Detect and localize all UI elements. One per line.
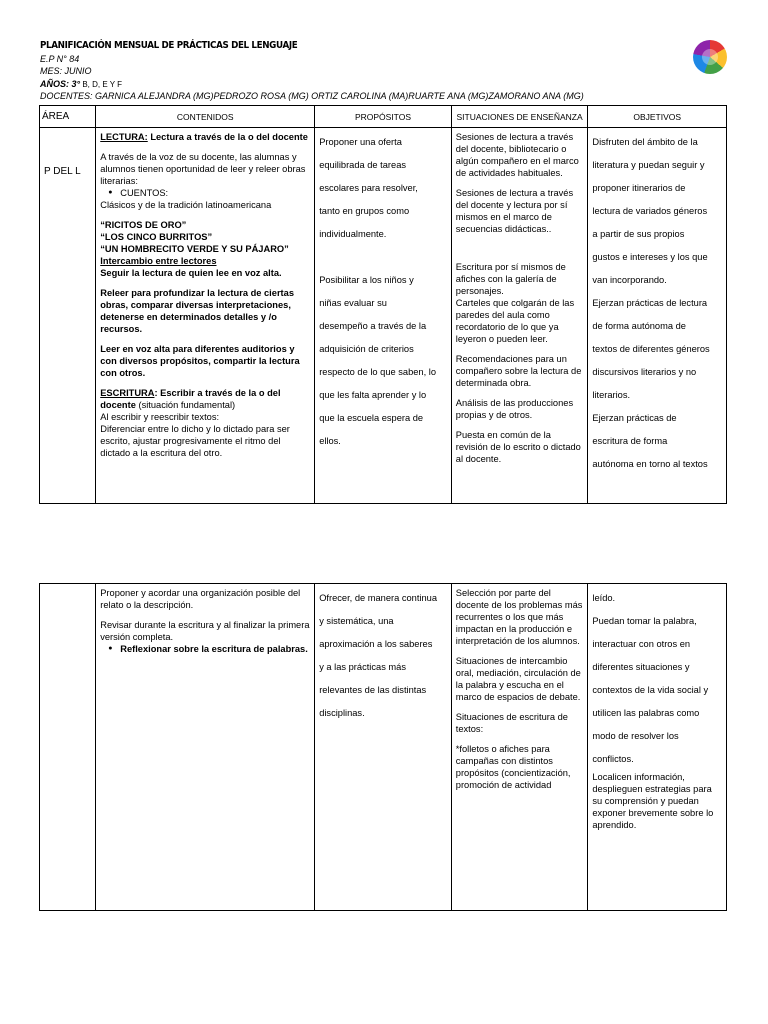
objetivo-line: literarios. [592, 390, 631, 400]
proposito-line: escolares para resolver, [319, 183, 418, 193]
proposito-line: y a las prácticas más [319, 662, 406, 672]
objetivo-line: utilicen las palabras como [592, 708, 700, 718]
planning-table-1 [39, 105, 727, 504]
contenidos-cell [96, 128, 315, 504]
situaciones-cell [451, 584, 588, 911]
diferenciar-text: Diferenciar entre lo dicho y lo dictado para ser escrito, ajustar progresivamente el ritmo del dictado a la escritura del otro. [100, 424, 290, 458]
situacion-item: Sesiones de lectura a través del docente y lectura por sí mismos en el marco de secuencias didácticas.. [455, 188, 574, 234]
proposito-line: disciplinas. [319, 708, 365, 718]
objetivo-line: Disfruten del ámbito de la [592, 137, 698, 147]
situacion-item: Situaciones de escritura de textos: [455, 712, 568, 734]
objetivo-line: gustos e intereses y los que [592, 252, 708, 262]
seguir-text: Seguir la lectura de quien lee en voz alta. [100, 268, 282, 278]
proposito-line: y sistemática, una [319, 616, 394, 626]
al-escribir-text: Al escribir y reescribir textos: [100, 412, 220, 422]
col-header-area: ÁREA [40, 106, 96, 128]
proposito-line: individualmente. [319, 229, 387, 239]
book-title-1: “RICITOS DE ORO” [100, 220, 187, 230]
situacion-item: Puesta en común de la revisión de lo escrito o dictado al docente. [455, 430, 581, 464]
objetivo-line: contextos de la vida social y [592, 685, 709, 695]
objetivo-line: interactuar con otros en [592, 639, 691, 649]
propositos-cell [315, 584, 452, 911]
objetivo-line: de forma autónoma de [592, 321, 686, 331]
proposito-line: aproximación a los saberes [319, 639, 433, 649]
situacion-item: Carteles que colgarán de las paredes del aula como recordatorio de lo que ya leyeron o pueden leer. [455, 298, 575, 344]
contenido-paragraph: Proponer y acordar una organización posible del relato o la descripción. [100, 588, 301, 610]
leer-voz-text: Leer en voz alta para diferentes auditorios y con diversos propósitos, compartir la lectura con otros. [100, 344, 300, 378]
lectura-title: LECTURA: [100, 132, 148, 142]
objetivo-line: van incorporando. [592, 275, 667, 285]
situacion-note: (situación fundamental) [135, 400, 236, 410]
document-title: PLANIFICACIÓN MENSUAL DE PRÁCTICAS DEL LENGUAJE [40, 40, 298, 51]
contenido-paragraph: Revisar durante la escritura y al finalizar la primera versión completa. [100, 620, 310, 642]
proposito-line: adquisición de criterios [319, 344, 414, 354]
book-title-3: “UN HOMBRECITO VERDE Y SU PÁJARO” [100, 244, 289, 254]
objetivo-paragraph: Localicen información, desplieguen estrategias para su comprensión y puedan exponer brevemente sobre lo aprendido. [592, 772, 714, 830]
lectura-subtitle: Lectura a través de la o del docente [147, 132, 308, 142]
objetivo-line: Ejerzan prácticas de [592, 413, 677, 423]
book-title-2: “LOS CINCO BURRITOS” [100, 232, 213, 242]
objetivo-line: modo de resolver los [592, 731, 679, 741]
col-header-propositos: PROPÓSITOS [315, 106, 452, 128]
objetivo-line: lectura de variados géneros [592, 206, 708, 216]
clasicos-text: Clásicos y de la tradición latinoamericana [100, 200, 272, 210]
situacion-item: Análisis de las producciones propias y de otros. [455, 398, 574, 420]
proposito-line: que les falta aprender y lo [319, 390, 427, 400]
situaciones-cell [451, 128, 588, 504]
objetivo-line: escritura de forma [592, 436, 668, 446]
table-row [40, 584, 727, 911]
objetivos-cell [588, 128, 727, 504]
objetivo-line: Puedan tomar la palabra, [592, 616, 697, 626]
proposito-line: Proponer una oferta [319, 137, 402, 147]
school-line: E.P N° 84 [40, 54, 80, 64]
escritura-subtitle: : Escribir a través de la o del docente [100, 388, 281, 410]
objetivo-line: proponer itinerarios de [592, 183, 686, 193]
years-label: AÑOS: 3° [40, 79, 81, 89]
proposito-line: desempeño a través de la [319, 321, 427, 331]
escritura-title: ESCRITURA [100, 388, 155, 398]
situacion-item: Situaciones de intercambio oral, mediación, circulación de la palabra y escucha en el marco de espacios de debate. [455, 656, 581, 702]
proposito-line: que la escuela espera de [319, 413, 424, 423]
proposito-line: Posibilitar a los niños y [319, 275, 414, 285]
objetivo-line: textos de diferentes géneros [592, 344, 710, 354]
objetivo-line: a partir de sus propios [592, 229, 685, 239]
objetivos-cell [588, 584, 727, 911]
objetivo-line: leído. [592, 593, 616, 603]
situacion-item: Selección por parte del docente de los problemas más recurrentes o los que más impactan en la producción e interpretación de los alumnos. [455, 588, 583, 646]
proposito-line: equilibrada de tareas [319, 160, 407, 170]
area-cell-empty [40, 584, 96, 911]
releer-text: Releer para profundizar la lectura de ciertas obras, comparar diversas interpretaciones, detenerse en determinados detalles y /o recursos. [100, 288, 294, 334]
proposito-line: niñas evaluar su [319, 298, 387, 308]
objetivo-line: Ejerzan prácticas de lectura [592, 298, 708, 308]
cuentos-bullet: ● CUENTOS: [100, 187, 310, 199]
objetivo-line: literatura y puedan seguir y [592, 160, 705, 170]
teachers-line: DOCENTES: GARNICA ALEJANDRA (MG)PEDROZO ROSA (MG) ORTIZ CAROLINA (MA)RUARTE ANA (MG)ZAMORANO ANA (MG) [40, 91, 584, 101]
objetivo-line: autónoma en torno al textos [592, 459, 708, 469]
proposito-line: tanto en grupos como [319, 206, 410, 216]
table-row [40, 128, 727, 504]
school-logo-icon [693, 40, 727, 74]
objetivo-line: discursivos literarios y no [592, 367, 697, 377]
years-value: B, D, E Y F [80, 80, 123, 89]
lectura-description: A través de la voz de su docente, las alumnas y alumnos tienen oportunidad de leer y releer obras literarias: [100, 152, 306, 186]
situacion-item: Recomendaciones para un compañero sobre la lectura de determinada obra. [455, 354, 582, 388]
table-header-row [40, 106, 727, 128]
proposito-line: respecto de lo que saben, lo [319, 367, 436, 377]
month-line: MES: JUNIO [40, 66, 92, 76]
situacion-item: Sesiones de lectura a través del docente, bibliotecario o algún compañero en el marco de actividades habituales. [455, 132, 579, 178]
reflexionar-bullet: ● Reflexionar sobre la escritura de palabras. [100, 643, 310, 655]
planning-table-2 [39, 583, 727, 911]
col-header-situaciones: SITUACIONES DE ENSEÑANZA [451, 106, 588, 128]
propositos-cell [315, 128, 452, 504]
proposito-line: relevantes de las distintas [319, 685, 427, 695]
col-header-contenidos: CONTENIDOS [96, 106, 315, 128]
proposito-spacer [319, 246, 447, 269]
situacion-item: *folletos o afiches para campañas con distintos propósitos (concientización, promoción de actividad [455, 744, 571, 790]
objetivo-line: conflictos. [592, 754, 634, 764]
proposito-line: Ofrecer, de manera continua [319, 593, 438, 603]
area-cell: P DEL L [40, 128, 96, 504]
objetivo-line: diferentes situaciones y [592, 662, 690, 672]
proposito-line: ellos. [319, 436, 341, 446]
col-header-objetivos: OBJETIVOS [588, 106, 727, 128]
contenidos-cell [96, 584, 315, 911]
situacion-item: Escritura por sí mismos de afiches con la galería de personajes. [455, 262, 566, 296]
intercambio-heading: Intercambio entre lectores [100, 256, 217, 266]
